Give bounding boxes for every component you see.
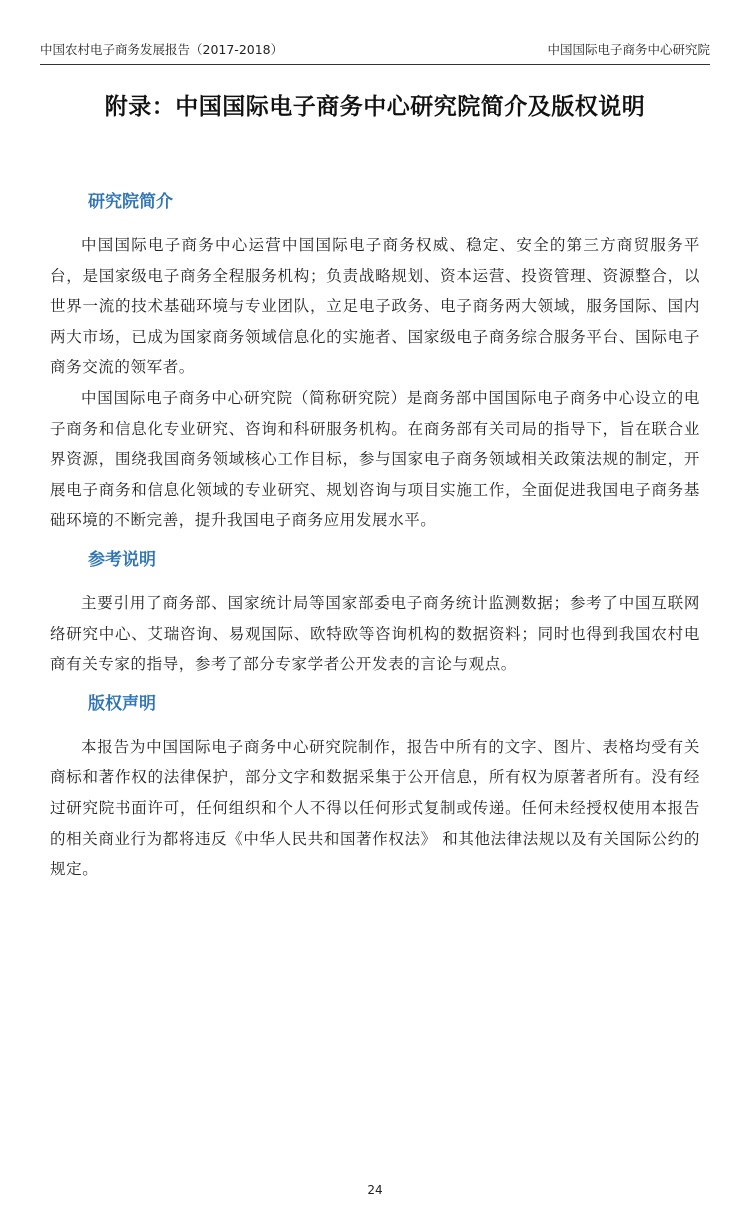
paragraph: 主要引用了商务部、国家统计局等国家部委电子商务统计监测数据；参考了中国互联网络研究中心、艾瑞咨询、易观国际、欧特欧等咨询机构的数据资料；同时也得到我国农村电商有关专家的指导，参考了部分专家学者公开发表的言论与观点。 xyxy=(50,593,700,674)
page-number: 24 xyxy=(367,1183,383,1197)
section-heading: 研究院简介 xyxy=(88,192,173,212)
section-heading: 版权声明 xyxy=(88,693,156,714)
section-copyright xyxy=(50,692,700,885)
paragraph: 中国国际电子商务中心研究院（简称研究院）是商务部中国国际电子商务中心设立的电子商务和信息化专业研究、咨询和科研服务机构。在商务部有关司局的指导下，旨在联合业界资源，围绕我国商务领域核心工作目标，参与国家电子商务领域相关政策法规的制定，开展电子商务和信息化领域的专业研究、规划咨询与项目实施工作，全面促进我国电子商务基础环境的不断完善，提升我国电子商务应用发展水平。 xyxy=(50,388,700,530)
paragraph: 本报告为中国国际电子商务中心研究院制作，报告中所有的文字、图片、表格均受有关商标和著作权的法律保护，部分文字和数据采集于公开信息，所有权为原著者所有。没有经过研究院书面许可，任何组织和个人不得以任何形式复制或传递。任何未经授权使用本报告的相关商业行为都将违反《中华人民共和国著作权法》 和其他法律法规以及有关国际公约的规定。 xyxy=(50,737,700,879)
running-header-left: 中国农村电子商务发展报告（2017-2018） xyxy=(40,42,284,57)
running-header-right: 中国国际电子商务中心研究院 xyxy=(547,42,710,57)
page-content xyxy=(50,190,700,885)
section-institute-intro xyxy=(50,190,700,536)
running-header xyxy=(40,40,710,65)
section-references xyxy=(50,548,700,680)
page-title: 附录：中国国际电子商务中心研究院简介及版权说明 xyxy=(104,94,646,120)
paragraph: 中国国际电子商务中心运营中国国际电子商务权威、稳定、安全的第三方商贸服务平台，是国家级电子商务全程服务机构；负责战略规划、资本运营、投资管理、资源整合，以世界一流的技术基础环境与专业团队，立足电子政务、电子商务两大领域，服务国际、国内两大市场，已成为国家商务领域信息化的实施者、国家级电子商务综合服务平台、国际电子商务交流的领军者。 xyxy=(50,236,700,377)
section-heading: 参考说明 xyxy=(88,549,156,570)
